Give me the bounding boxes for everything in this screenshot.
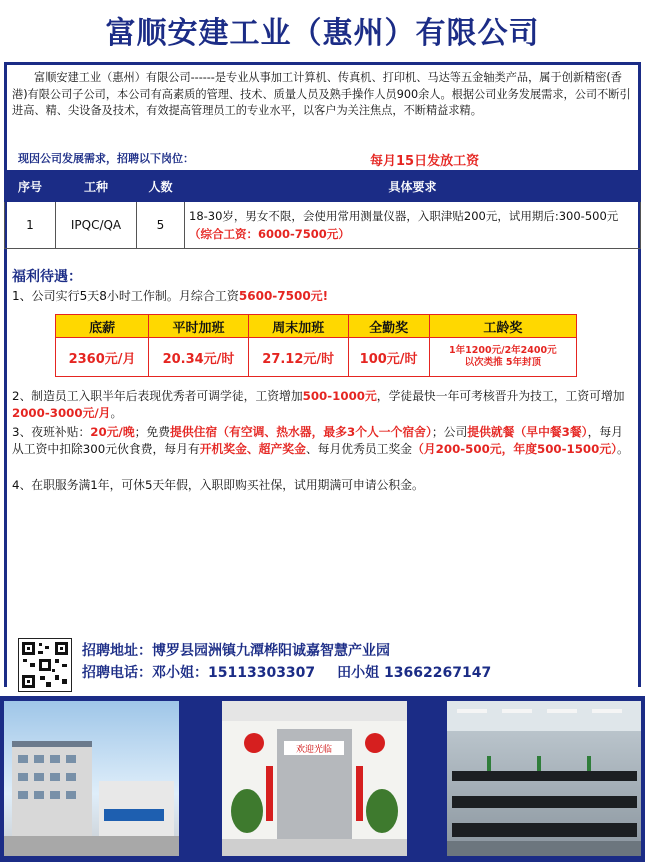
wage-base-value: 2360元/月 (56, 338, 149, 377)
company-title: 富顺安建工业（惠州）有限公司 (105, 16, 540, 51)
photo-strip (0, 696, 645, 862)
wage-table-values (56, 338, 577, 377)
benefit-3-meals: 提供就餐（早中餐3餐） (467, 425, 588, 439)
job-count: 5 (137, 202, 185, 249)
contact-tian: 田小姐 13662267147 (337, 665, 492, 681)
benefit-2-text-a: 2、制造员工入职半年后表现优秀者可调学徒，工资增加 (12, 389, 303, 403)
benefit-3-text-b: ；免费 (134, 425, 171, 439)
benefit-1-salary: 5600-7500元! (238, 289, 329, 303)
recruit-subtitle-row (18, 150, 618, 169)
qr-code (18, 638, 72, 692)
wage-table (55, 314, 577, 377)
job-req-salary: （综合工资：6000-7500元） (189, 227, 350, 241)
jobs-table (4, 170, 641, 249)
benefit-item-2 (12, 388, 632, 422)
wage-header-seniority: 工龄奖 (429, 315, 576, 338)
job-no: 1 (5, 202, 56, 249)
benefit-3-night-allowance: 20元/晚 (90, 425, 135, 439)
benefit-2-text-b: ，学徒最快一年可考核晋升为技工，工资可增加 (376, 389, 625, 403)
address-line (82, 640, 390, 660)
seniority-line-1: 1年1200元/2年2400元 (449, 345, 557, 356)
col-header-requirements: 具体要求 (185, 171, 641, 202)
benefit-3-award: （月200-500元，年度500-1500元） (412, 442, 618, 456)
job-req-text: 18-30岁，男女不限，会使用常用测量仪器，入职津贴200元，试用期后:300-500元 (189, 209, 619, 223)
wage-header-weekend: 周末加班 (248, 315, 348, 338)
col-header-count: 人数 (137, 171, 185, 202)
job-type: IPQC/QA (56, 202, 137, 249)
benefit-item-1 (12, 287, 328, 304)
wage-header-overtime: 平时加班 (149, 315, 249, 338)
wage-seniority-value (429, 338, 576, 377)
address-label: 招聘地址： (82, 643, 152, 659)
benefit-3-text-d: ，每月从工资中扣除300元伙食费，每月有 (12, 425, 623, 456)
wage-weekend-value: 27.12元/时 (248, 338, 348, 377)
benefit-3-bonus: 开机奖金、超产奖金 (199, 442, 306, 456)
benefit-2-raise: 500-1000元 (302, 389, 377, 403)
company-intro: 富顺安建工业（惠州）有限公司------是专业从事加工计算机、传真机、打印机、马达等五金轴类产品，属于创新精密(香港)有限公司子公司，本公司有高素质的管理、技术、质量人员及熟手操作人员900余人。根据公司业务发展需求，公司不断引进高、精、尖设备及技术，有效提高管理员工的专业水平，以客户为关注焦点，不断精益求精。 (12, 71, 631, 117)
phone-line (82, 662, 491, 682)
seniority-line-2: 以次类推 5年封顶 (464, 357, 542, 368)
wage-header-base: 底薪 (56, 315, 149, 338)
wage-overtime-value: 20.34元/时 (149, 338, 249, 377)
wage-table-header (56, 315, 577, 338)
col-header-no: 序号 (5, 171, 56, 202)
benefit-3-housing: 提供住宿（有空调、热水器，最多3个人一个宿舍） (170, 425, 432, 439)
phone-label: 招聘电话： (82, 665, 152, 681)
table-row (5, 202, 641, 249)
factory-building-photo (4, 701, 179, 856)
entrance-photo (222, 701, 407, 856)
benefit-3-text-e: 、每月优秀员工奖金 (305, 442, 413, 456)
benefit-1-text: 1、公司实行5天8小时工作制。月综合工资 (12, 289, 239, 303)
recruit-subtitle: 现因公司发展需求，招聘以下岗位： (18, 152, 194, 165)
benefit-item-3 (12, 424, 632, 458)
contact-deng: 邓小姐：15113303307 (152, 665, 316, 681)
benefit-3-end: 。 (617, 442, 629, 456)
benefit-3-text-a: 3、夜班补贴： (12, 425, 91, 439)
wage-header-attendance: 全勤奖 (348, 315, 429, 338)
address-value: 博罗县园洲镇九潭桦阳诚嘉智慧产业园 (152, 643, 390, 659)
job-requirements (185, 202, 641, 249)
welcome-sign: 欢迎光临 (295, 745, 333, 755)
jobs-table-header (5, 171, 641, 202)
col-header-type: 工种 (56, 171, 137, 202)
benefits-heading: 福利待遇： (12, 269, 82, 285)
benefit-2-end: 。 (110, 406, 123, 420)
payday-note: 每月15日发放工资 (370, 154, 480, 169)
workshop-photo (447, 701, 641, 856)
benefit-item-4: 4、在职服务满1年，可休5天年假，入职即购买社保，试用期满可申请公积金。 (12, 478, 424, 492)
benefit-3-text-c: ；公司 (431, 425, 468, 439)
benefit-2-tech-raise: 2000-3000元/月 (12, 406, 111, 420)
wage-attendance-value: 100元/时 (348, 338, 429, 377)
